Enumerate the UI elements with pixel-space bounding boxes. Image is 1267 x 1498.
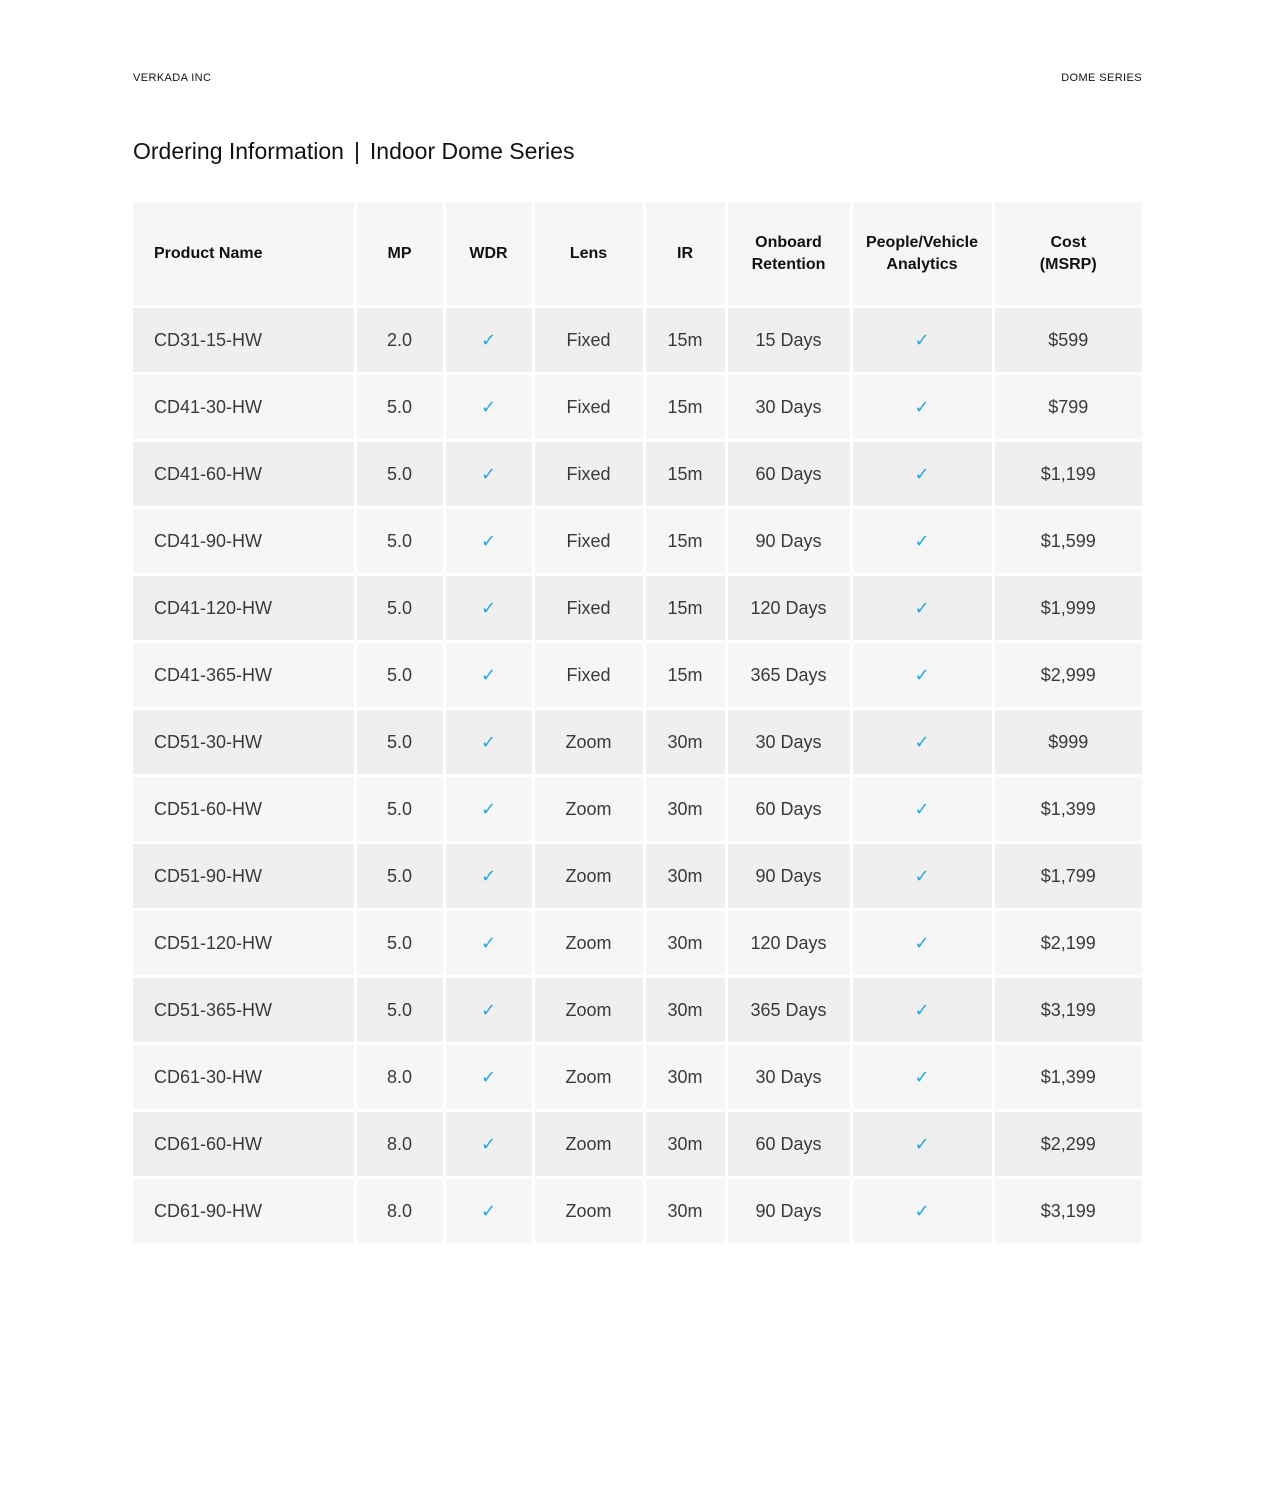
cell-wdr: [444, 508, 533, 575]
checkmark-icon: ✓: [480, 999, 497, 1020]
cell-ir: 30m: [644, 709, 726, 776]
cell-cost: $3,199: [993, 977, 1142, 1044]
cell-product-name: CD51-60-HW: [133, 776, 355, 843]
col-header-lens: Lens: [533, 202, 644, 307]
cell-mp: 5.0: [355, 843, 444, 910]
cell-cost: $799: [993, 374, 1142, 441]
cell-lens: Fixed: [533, 307, 644, 374]
checkmark-icon: ✓: [480, 530, 497, 551]
cell-mp: 5.0: [355, 575, 444, 642]
table-row: [133, 843, 1142, 910]
cell-retention: 60 Days: [726, 1111, 851, 1178]
col-header-ir: IR: [644, 202, 726, 307]
table-row: [133, 508, 1142, 575]
cell-analytics: [851, 709, 993, 776]
cell-cost: $1,399: [993, 1044, 1142, 1111]
checkmark-icon: ✓: [914, 329, 930, 350]
cell-wdr: [444, 910, 533, 977]
table-row: [133, 642, 1142, 709]
cell-wdr: [444, 1178, 533, 1244]
col-header-analytics: People/Vehicle Analytics: [851, 202, 993, 307]
cell-wdr: [444, 1044, 533, 1111]
cell-ir: 30m: [644, 910, 726, 977]
cell-cost: $1,599: [993, 508, 1142, 575]
cell-lens: Zoom: [533, 709, 644, 776]
table-row: [133, 441, 1142, 508]
checkmark-icon: ✓: [914, 597, 930, 618]
title-separator: |: [353, 138, 360, 164]
cell-analytics: [851, 1178, 993, 1244]
cell-product-name: CD41-120-HW: [133, 575, 355, 642]
series-label: DOME SERIES: [1061, 72, 1142, 84]
checkmark-icon: ✓: [480, 329, 497, 350]
table-row: [133, 307, 1142, 374]
cell-retention: 365 Days: [726, 642, 851, 709]
cell-lens: Zoom: [533, 977, 644, 1044]
cell-retention: 90 Days: [726, 843, 851, 910]
cell-ir: 15m: [644, 508, 726, 575]
cell-analytics: [851, 1111, 993, 1178]
cell-wdr: [444, 977, 533, 1044]
checkmark-icon: ✓: [480, 597, 497, 618]
cell-cost: $3,199: [993, 1178, 1142, 1244]
cell-wdr: [444, 642, 533, 709]
cell-wdr: [444, 776, 533, 843]
cell-product-name: CD41-90-HW: [133, 508, 355, 575]
table-row: [133, 977, 1142, 1044]
cell-wdr: [444, 1111, 533, 1178]
table-row: [133, 1178, 1142, 1244]
page-title: [133, 138, 574, 165]
cell-lens: Zoom: [533, 776, 644, 843]
ordering-table: [133, 202, 1142, 1243]
checkmark-icon: ✓: [914, 1066, 930, 1087]
checkmark-icon: ✓: [480, 731, 497, 752]
cell-ir: 15m: [644, 575, 726, 642]
cell-product-name: CD61-90-HW: [133, 1178, 355, 1244]
cell-lens: Zoom: [533, 910, 644, 977]
table-row: [133, 1044, 1142, 1111]
checkmark-icon: ✓: [480, 396, 497, 417]
cell-mp: 5.0: [355, 776, 444, 843]
checkmark-icon: ✓: [914, 396, 930, 417]
checkmark-icon: ✓: [914, 865, 930, 886]
checkmark-icon: ✓: [914, 1133, 930, 1154]
cell-product-name: CD61-30-HW: [133, 1044, 355, 1111]
cell-analytics: [851, 642, 993, 709]
checkmark-icon: ✓: [480, 463, 497, 484]
table-header-row: [133, 202, 1142, 307]
col-header-mp: MP: [355, 202, 444, 307]
checkmark-icon: ✓: [914, 999, 930, 1020]
company-name: VERKADA INC: [133, 72, 212, 84]
cell-analytics: [851, 843, 993, 910]
table-row: [133, 374, 1142, 441]
table-row: [133, 910, 1142, 977]
checkmark-icon: ✓: [914, 798, 930, 819]
col-header-wdr: WDR: [444, 202, 533, 307]
cell-product-name: CD41-30-HW: [133, 374, 355, 441]
checkmark-icon: ✓: [480, 932, 497, 953]
cell-mp: 8.0: [355, 1044, 444, 1111]
cell-mp: 5.0: [355, 642, 444, 709]
cell-retention: 15 Days: [726, 307, 851, 374]
cell-mp: 5.0: [355, 508, 444, 575]
cell-mp: 5.0: [355, 977, 444, 1044]
checkmark-icon: ✓: [480, 1133, 497, 1154]
cell-retention: 30 Days: [726, 709, 851, 776]
checkmark-icon: ✓: [480, 1200, 497, 1221]
cell-ir: 15m: [644, 307, 726, 374]
checkmark-icon: ✓: [480, 1066, 497, 1087]
cell-mp: 5.0: [355, 709, 444, 776]
cell-retention: 60 Days: [726, 776, 851, 843]
cell-analytics: [851, 1044, 993, 1111]
cell-analytics: [851, 374, 993, 441]
cell-analytics: [851, 575, 993, 642]
cell-retention: 60 Days: [726, 441, 851, 508]
cell-cost: $599: [993, 307, 1142, 374]
cell-wdr: [444, 843, 533, 910]
cell-ir: 15m: [644, 441, 726, 508]
cell-analytics: [851, 441, 993, 508]
cell-lens: Zoom: [533, 1044, 644, 1111]
checkmark-icon: ✓: [480, 664, 497, 685]
cell-analytics: [851, 977, 993, 1044]
col-header-product-name: Product Name: [133, 202, 355, 307]
cell-lens: Fixed: [533, 374, 644, 441]
cell-cost: $1,199: [993, 441, 1142, 508]
table-row: [133, 1111, 1142, 1178]
checkmark-icon: ✓: [914, 1200, 930, 1221]
cell-cost: $2,999: [993, 642, 1142, 709]
checkmark-icon: ✓: [480, 865, 497, 886]
checkmark-icon: ✓: [914, 932, 930, 953]
cell-mp: 5.0: [355, 374, 444, 441]
cell-wdr: [444, 374, 533, 441]
cell-mp: 8.0: [355, 1178, 444, 1244]
cell-retention: 30 Days: [726, 1044, 851, 1111]
cell-lens: Zoom: [533, 843, 644, 910]
cell-analytics: [851, 776, 993, 843]
cell-retention: 120 Days: [726, 910, 851, 977]
col-header-onboard-retention: Onboard Retention: [726, 202, 851, 307]
title-sub: Indoor Dome Series: [369, 138, 575, 164]
cell-wdr: [444, 575, 533, 642]
cell-product-name: CD61-60-HW: [133, 1111, 355, 1178]
cell-wdr: [444, 441, 533, 508]
cell-retention: 365 Days: [726, 977, 851, 1044]
cell-wdr: [444, 307, 533, 374]
cell-retention: 90 Days: [726, 508, 851, 575]
cell-ir: 30m: [644, 776, 726, 843]
title-main: Ordering Information: [133, 138, 344, 164]
checkmark-icon: ✓: [480, 798, 497, 819]
cell-lens: Fixed: [533, 508, 644, 575]
cell-mp: 8.0: [355, 1111, 444, 1178]
cell-product-name: CD31-15-HW: [133, 307, 355, 374]
cell-cost: $1,399: [993, 776, 1142, 843]
cell-lens: Zoom: [533, 1111, 644, 1178]
table-row: [133, 575, 1142, 642]
cell-cost: $1,799: [993, 843, 1142, 910]
cell-cost: $2,199: [993, 910, 1142, 977]
col-header-cost: Cost (MSRP): [993, 202, 1142, 307]
cell-ir: 30m: [644, 843, 726, 910]
cell-mp: 2.0: [355, 307, 444, 374]
cell-analytics: [851, 910, 993, 977]
table-body: [133, 307, 1142, 1244]
cell-cost: $999: [993, 709, 1142, 776]
cell-ir: 30m: [644, 977, 726, 1044]
cell-cost: $2,299: [993, 1111, 1142, 1178]
cell-ir: 30m: [644, 1044, 726, 1111]
cell-product-name: CD51-90-HW: [133, 843, 355, 910]
table-row: [133, 776, 1142, 843]
cell-product-name: CD51-365-HW: [133, 977, 355, 1044]
cell-product-name: CD51-30-HW: [133, 709, 355, 776]
checkmark-icon: ✓: [914, 731, 930, 752]
table-row: [133, 709, 1142, 776]
cell-lens: Zoom: [533, 1178, 644, 1244]
cell-product-name: CD51-120-HW: [133, 910, 355, 977]
cell-retention: 120 Days: [726, 575, 851, 642]
cell-lens: Fixed: [533, 441, 644, 508]
checkmark-icon: ✓: [914, 530, 930, 551]
checkmark-icon: ✓: [914, 463, 930, 484]
checkmark-icon: ✓: [914, 664, 930, 685]
cell-lens: Fixed: [533, 575, 644, 642]
cell-retention: 90 Days: [726, 1178, 851, 1244]
cell-ir: 15m: [644, 642, 726, 709]
cell-lens: Fixed: [533, 642, 644, 709]
cell-mp: 5.0: [355, 441, 444, 508]
cell-ir: 30m: [644, 1178, 726, 1244]
cell-ir: 30m: [644, 1111, 726, 1178]
cell-retention: 30 Days: [726, 374, 851, 441]
cell-analytics: [851, 508, 993, 575]
cell-mp: 5.0: [355, 910, 444, 977]
cell-ir: 15m: [644, 374, 726, 441]
cell-product-name: CD41-365-HW: [133, 642, 355, 709]
cell-product-name: CD41-60-HW: [133, 441, 355, 508]
cell-wdr: [444, 709, 533, 776]
cell-analytics: [851, 307, 993, 374]
cell-cost: $1,999: [993, 575, 1142, 642]
